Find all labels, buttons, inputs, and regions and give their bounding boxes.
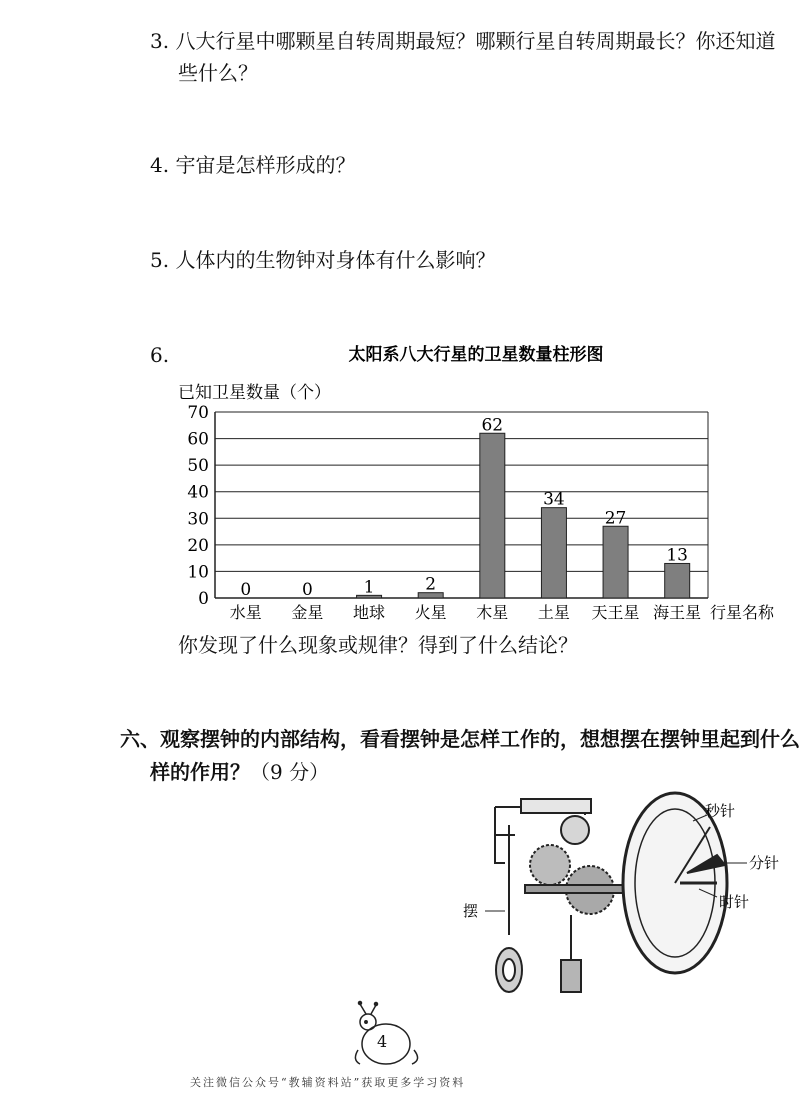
chart-x-tick-label: 地球 <box>353 603 386 622</box>
chart-y-tick-label: 20 <box>187 535 209 556</box>
chart-data-label: 1 <box>363 577 375 598</box>
chart-y-axis-label: 已知卫星数量（个） <box>178 383 331 403</box>
chart-data-label: 2 <box>425 574 437 595</box>
question-3-line2: 些什么？ <box>178 61 258 85</box>
chart-x-tick-label: 海王星 <box>653 603 702 622</box>
chart-x-tick-label: 火星 <box>414 603 447 622</box>
chart-data-label: 27 <box>604 508 627 529</box>
chart-bar <box>480 433 505 598</box>
footer-note: 关注微信公众号“教辅资料站”获取更多学习资料 <box>190 1076 466 1089</box>
clock-top-bar <box>521 799 591 813</box>
chart-title: 太阳系八大行星的卫星数量柱形图 <box>348 345 604 365</box>
section-6-line2 <box>150 755 329 789</box>
question-4: 4. 宇宙是怎样形成的？ <box>150 153 356 177</box>
chart-x-axis-label: 行星名称 <box>710 603 775 622</box>
chart-bar <box>603 526 628 598</box>
chart-data-label: 34 <box>543 489 565 510</box>
question-6-followup: 你发现了什么现象或规律？得到了什么结论？ <box>178 633 578 657</box>
chart-x-tick-label: 木星 <box>476 603 509 622</box>
chart-x-tick-label: 金星 <box>291 603 324 622</box>
section-6-line2-text: 样的作用？ <box>150 760 250 784</box>
chart-x-tick-label: 水星 <box>229 603 262 622</box>
section-6-score: （9 分） <box>250 760 330 784</box>
chart-y-tick-label: 60 <box>187 429 209 450</box>
label-hour-hand: 时针 <box>719 893 750 911</box>
pendulum-bob-highlight <box>503 959 515 981</box>
clock-weight <box>561 960 581 992</box>
page-number: 4 <box>377 1032 388 1051</box>
chart-y-tick-label: 30 <box>187 509 209 530</box>
chart-y-tick-label: 0 <box>198 589 209 609</box>
section-6-line1: 六、观察摆钟的内部结构，看看摆钟是怎样工作的，想想摆在摆钟里起到什么 <box>120 727 800 751</box>
chart-data-label: 0 <box>240 580 252 600</box>
chart-y-tick-label: 50 <box>187 456 209 477</box>
chart-bar <box>665 563 690 598</box>
label-minute-hand: 分针 <box>749 854 780 872</box>
label-second-hand: 秒针 <box>705 802 736 820</box>
chart-data-label: 13 <box>666 545 689 566</box>
chart-x-tick-label: 土星 <box>537 603 570 622</box>
question-3-line1: 3. 八大行星中哪颗星自转周期最短？哪颗行星自转周期最长？你还知道 <box>150 29 776 53</box>
chart-y-tick-label: 70 <box>187 403 209 423</box>
chart-data-label: 62 <box>481 415 504 436</box>
chart-y-tick-label: 40 <box>187 482 209 503</box>
question-5: 5. 人体内的生物钟对身体有什么影响？ <box>150 248 496 272</box>
chart-x-tick-label: 天王星 <box>591 603 640 622</box>
gear-escape-wheel <box>530 845 570 885</box>
label-pendulum: 摆 <box>463 902 479 920</box>
chart-data-label: 0 <box>302 580 313 600</box>
chart-bar <box>541 508 566 598</box>
gear-small-top <box>561 816 589 844</box>
chart-y-tick-label: 10 <box>187 562 209 583</box>
satellite-bar-chart <box>0 330 800 630</box>
question-6-number: 6. <box>150 343 170 367</box>
pendulum-clock-diagram <box>455 785 800 1010</box>
